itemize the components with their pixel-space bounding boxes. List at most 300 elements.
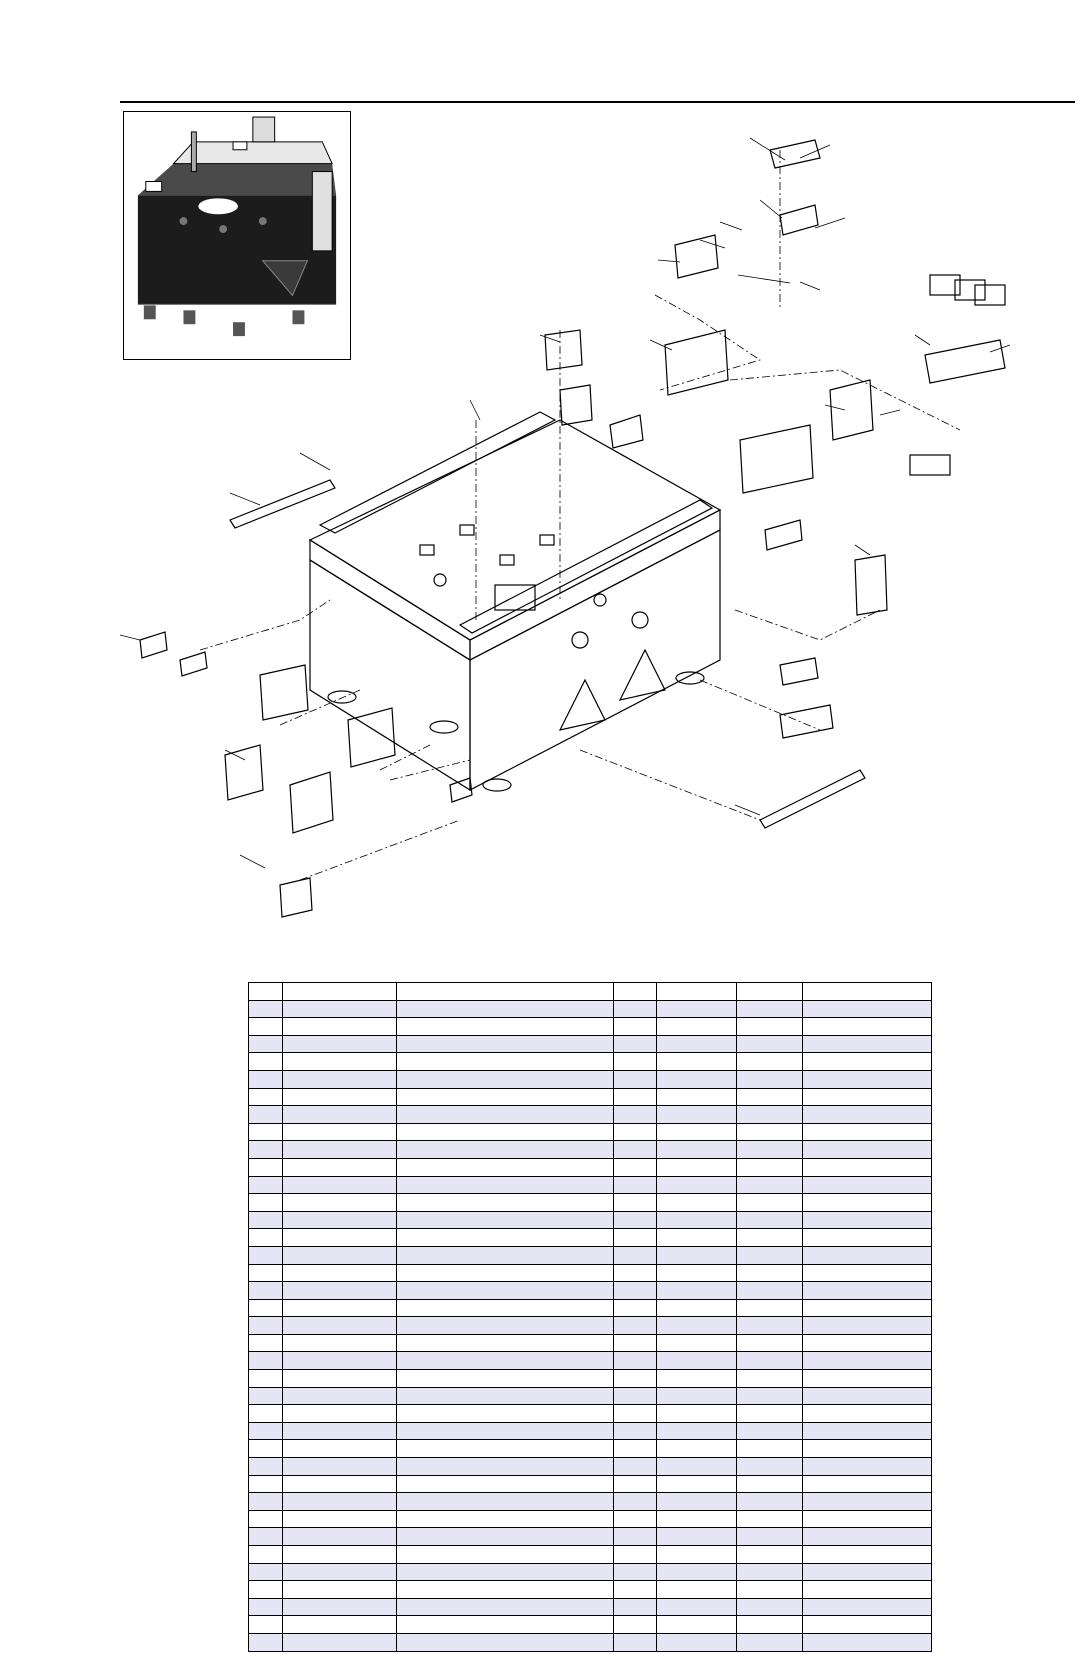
table-cell [614, 1176, 657, 1194]
table-cell [283, 1194, 397, 1212]
table-cell [397, 1563, 614, 1581]
table-cell [397, 1352, 614, 1370]
table-cell [283, 1352, 397, 1370]
table-cell [249, 1581, 283, 1599]
table-row [249, 1440, 932, 1458]
table-cell [614, 1616, 657, 1634]
table-cell [283, 1616, 397, 1634]
table-cell [803, 1035, 932, 1053]
table-cell [737, 1598, 803, 1616]
table-cell [283, 1528, 397, 1546]
table-cell [737, 1018, 803, 1036]
table-row [249, 1141, 932, 1159]
table-row [249, 1000, 932, 1018]
table-cell [397, 1598, 614, 1616]
table-cell [614, 1158, 657, 1176]
table-cell [283, 1458, 397, 1476]
table-cell [249, 1422, 283, 1440]
table-cell [397, 1088, 614, 1106]
table-cell [737, 1264, 803, 1282]
table-cell [614, 1194, 657, 1212]
table-cell [737, 1458, 803, 1476]
table-cell [803, 1546, 932, 1564]
table-cell [803, 1000, 932, 1018]
table-cell [614, 1598, 657, 1616]
table-cell [614, 1458, 657, 1476]
table-cell [249, 1106, 283, 1124]
table-cell [657, 1370, 737, 1388]
table-cell [737, 1000, 803, 1018]
table-cell [249, 1546, 283, 1564]
table-cell [803, 1299, 932, 1317]
table-cell [657, 1493, 737, 1511]
table-cell [249, 1282, 283, 1300]
table-cell [614, 983, 657, 1001]
table-cell [397, 1299, 614, 1317]
table-cell [657, 1088, 737, 1106]
table-cell [737, 1493, 803, 1511]
table-cell [803, 1106, 932, 1124]
table-cell [397, 1053, 614, 1071]
table-cell [397, 1158, 614, 1176]
table-cell [397, 1633, 614, 1651]
table-cell [283, 1282, 397, 1300]
table-cell [614, 1334, 657, 1352]
table-cell [803, 1141, 932, 1159]
table-row [249, 1211, 932, 1229]
table-cell [803, 1370, 932, 1388]
table-cell [283, 1440, 397, 1458]
table-cell [657, 1598, 737, 1616]
table-cell [249, 1053, 283, 1071]
table-cell [657, 1264, 737, 1282]
table-cell [283, 1299, 397, 1317]
table-cell [737, 1370, 803, 1388]
table-cell [737, 1633, 803, 1651]
table-cell [803, 1493, 932, 1511]
table-cell [249, 1475, 283, 1493]
table-cell [657, 1616, 737, 1634]
table-cell [657, 1282, 737, 1300]
table-cell [283, 1493, 397, 1511]
table-cell [737, 1070, 803, 1088]
table-cell [283, 1405, 397, 1423]
table-cell [283, 1334, 397, 1352]
table-cell [614, 1141, 657, 1159]
table-cell [283, 1141, 397, 1159]
table-row [249, 1581, 932, 1599]
table-row [249, 1264, 932, 1282]
table-cell [249, 1018, 283, 1036]
table-cell [397, 1070, 614, 1088]
table-cell [614, 1581, 657, 1599]
table-row [249, 1018, 932, 1036]
table-cell [803, 1264, 932, 1282]
table-row [249, 1070, 932, 1088]
table-cell [803, 1581, 932, 1599]
table-cell [283, 1475, 397, 1493]
table-row [249, 1158, 932, 1176]
machine-overview-picture [124, 112, 350, 359]
table-row [249, 1563, 932, 1581]
table-cell [397, 1493, 614, 1511]
table-cell [249, 1211, 283, 1229]
table-cell [737, 1176, 803, 1194]
table-cell [803, 1176, 932, 1194]
table-row [249, 1598, 932, 1616]
table-cell [803, 1211, 932, 1229]
table-cell [737, 1106, 803, 1124]
table-cell [657, 1158, 737, 1176]
table-cell [737, 1088, 803, 1106]
table-cell [283, 1563, 397, 1581]
table-cell [737, 1158, 803, 1176]
table-row [249, 1405, 932, 1423]
table-row [249, 1317, 932, 1335]
table-cell [614, 1053, 657, 1071]
table-cell [657, 1440, 737, 1458]
table-cell [657, 1141, 737, 1159]
table-row [249, 1422, 932, 1440]
table-cell [397, 1440, 614, 1458]
machine-overview-inset [123, 111, 351, 360]
table-cell [249, 1563, 283, 1581]
table-cell [614, 1510, 657, 1528]
table-cell [657, 1352, 737, 1370]
parts-table-body [249, 983, 932, 1652]
table-cell [657, 1035, 737, 1053]
table-cell [803, 1088, 932, 1106]
table-cell [283, 1510, 397, 1528]
table-cell [737, 1405, 803, 1423]
table-cell [249, 1458, 283, 1476]
table-cell [283, 1176, 397, 1194]
table-cell [249, 1510, 283, 1528]
table-cell [283, 1264, 397, 1282]
table-cell [657, 1176, 737, 1194]
table-cell [737, 1317, 803, 1335]
table-row [249, 1458, 932, 1476]
table-cell [397, 1211, 614, 1229]
table-cell [614, 1440, 657, 1458]
table-cell [614, 1282, 657, 1300]
table-cell [657, 1475, 737, 1493]
table-cell [737, 1528, 803, 1546]
table-row [249, 1334, 932, 1352]
table-row [249, 1510, 932, 1528]
table-cell [657, 1546, 737, 1564]
table-cell [803, 1387, 932, 1405]
table-cell [397, 1176, 614, 1194]
table-cell [283, 1633, 397, 1651]
table-cell [737, 1475, 803, 1493]
table-cell [614, 1563, 657, 1581]
table-row [249, 1616, 932, 1634]
table-row [249, 1387, 932, 1405]
table-cell [283, 1546, 397, 1564]
table-cell [657, 1405, 737, 1423]
table-row [249, 1282, 932, 1300]
table-cell [614, 1370, 657, 1388]
table-cell [397, 1018, 614, 1036]
table-cell [283, 1598, 397, 1616]
table-cell [249, 1088, 283, 1106]
table-cell [614, 1035, 657, 1053]
table-cell [397, 1581, 614, 1599]
table-cell [803, 983, 932, 1001]
table-cell [657, 1070, 737, 1088]
table-cell [803, 1563, 932, 1581]
table-cell [614, 1299, 657, 1317]
table-cell [614, 1317, 657, 1335]
table-cell [249, 1229, 283, 1247]
table-cell [283, 1123, 397, 1141]
table-cell [614, 1106, 657, 1124]
table-row [249, 1352, 932, 1370]
table-row [249, 1299, 932, 1317]
table-cell [249, 1493, 283, 1511]
table-cell [803, 1616, 932, 1634]
table-cell [249, 1616, 283, 1634]
table-cell [397, 1405, 614, 1423]
table-cell [397, 1035, 614, 1053]
table-cell [737, 1563, 803, 1581]
table-row [249, 1088, 932, 1106]
table-cell [737, 1616, 803, 1634]
table-cell [657, 1211, 737, 1229]
table-cell [737, 1246, 803, 1264]
table-cell [803, 1317, 932, 1335]
table-cell [614, 1088, 657, 1106]
table-cell [614, 1211, 657, 1229]
table-cell [283, 1422, 397, 1440]
table-cell [737, 1299, 803, 1317]
table-cell [397, 1123, 614, 1141]
table-cell [737, 1422, 803, 1440]
table-cell [249, 1264, 283, 1282]
table-cell [249, 1405, 283, 1423]
table-cell [737, 1123, 803, 1141]
table-cell [614, 1422, 657, 1440]
table-cell [614, 1018, 657, 1036]
table-row [249, 1633, 932, 1651]
table-row [249, 1035, 932, 1053]
table-cell [249, 1334, 283, 1352]
table-cell [803, 1070, 932, 1088]
table-cell [614, 1229, 657, 1247]
table-cell [614, 1000, 657, 1018]
table-cell [249, 1176, 283, 1194]
table-cell [803, 1510, 932, 1528]
table-cell [614, 1070, 657, 1088]
table-cell [283, 1018, 397, 1036]
table-cell [283, 1053, 397, 1071]
table-cell [249, 1370, 283, 1388]
table-cell [283, 1229, 397, 1247]
table-cell [397, 1510, 614, 1528]
table-cell [249, 1598, 283, 1616]
table-cell [803, 1053, 932, 1071]
table-cell [737, 983, 803, 1001]
table-cell [249, 1440, 283, 1458]
table-cell [803, 1246, 932, 1264]
table-cell [397, 1422, 614, 1440]
table-cell [657, 1106, 737, 1124]
table-row [249, 1246, 932, 1264]
table-cell [397, 1458, 614, 1476]
table-cell [614, 1633, 657, 1651]
table-cell [614, 1246, 657, 1264]
table-row [249, 983, 932, 1001]
table-cell [249, 1141, 283, 1159]
table-cell [657, 1422, 737, 1440]
table-cell [657, 1528, 737, 1546]
table-cell [249, 1158, 283, 1176]
table-cell [737, 1035, 803, 1053]
table-row [249, 1106, 932, 1124]
table-row [249, 1194, 932, 1212]
table-cell [803, 1633, 932, 1651]
table-row [249, 1493, 932, 1511]
table-cell [737, 1440, 803, 1458]
table-cell [737, 1352, 803, 1370]
table-cell [283, 1035, 397, 1053]
table-cell [657, 1000, 737, 1018]
table-cell [614, 1493, 657, 1511]
table-cell [657, 1563, 737, 1581]
table-cell [283, 1317, 397, 1335]
table-cell [283, 1158, 397, 1176]
table-cell [737, 1581, 803, 1599]
table-cell [657, 1633, 737, 1651]
table-cell [249, 1528, 283, 1546]
table-cell [657, 1510, 737, 1528]
table-cell [249, 1035, 283, 1053]
table-cell [657, 1458, 737, 1476]
table-cell [249, 1299, 283, 1317]
table-cell [283, 1581, 397, 1599]
table-cell [397, 1141, 614, 1159]
table-cell [737, 1229, 803, 1247]
table-cell [283, 1246, 397, 1264]
table-cell [397, 1387, 614, 1405]
table-cell [657, 1387, 737, 1405]
table-cell [397, 1616, 614, 1634]
table-cell [657, 1194, 737, 1212]
table-row [249, 1176, 932, 1194]
table-cell [283, 1088, 397, 1106]
table-cell [249, 1000, 283, 1018]
table-cell [737, 1546, 803, 1564]
table-cell [803, 1158, 932, 1176]
table-row [249, 1370, 932, 1388]
table-cell [397, 1246, 614, 1264]
table-cell [657, 1334, 737, 1352]
table-row [249, 1053, 932, 1071]
table-cell [397, 1475, 614, 1493]
table-cell [283, 1070, 397, 1088]
table-cell [397, 1194, 614, 1212]
table-cell [283, 1106, 397, 1124]
table-cell [657, 1581, 737, 1599]
table-cell [803, 1282, 932, 1300]
table-cell [249, 1070, 283, 1088]
table-cell [614, 1546, 657, 1564]
table-cell [803, 1458, 932, 1476]
table-cell [397, 1229, 614, 1247]
table-row [249, 1123, 932, 1141]
table-cell [657, 1229, 737, 1247]
table-cell [283, 1000, 397, 1018]
table-cell [283, 1387, 397, 1405]
table-cell [249, 1317, 283, 1335]
table-cell [803, 1352, 932, 1370]
table-cell [803, 1405, 932, 1423]
table-cell [397, 1370, 614, 1388]
table-cell [397, 1528, 614, 1546]
table-cell [249, 1123, 283, 1141]
table-row [249, 1229, 932, 1247]
table-row [249, 1546, 932, 1564]
table-cell [803, 1475, 932, 1493]
table-cell [657, 1246, 737, 1264]
table-cell [803, 1194, 932, 1212]
table-cell [249, 983, 283, 1001]
table-cell [737, 1387, 803, 1405]
table-cell [283, 983, 397, 1001]
table-cell [397, 1106, 614, 1124]
table-cell [614, 1123, 657, 1141]
table-cell [737, 1211, 803, 1229]
table-cell [614, 1405, 657, 1423]
table-cell [803, 1334, 932, 1352]
table-cell [803, 1422, 932, 1440]
table-cell [803, 1440, 932, 1458]
table-cell [397, 1317, 614, 1335]
table-cell [614, 1528, 657, 1546]
table-cell [614, 1387, 657, 1405]
table-cell [397, 1546, 614, 1564]
table-cell [283, 1211, 397, 1229]
table-cell [249, 1352, 283, 1370]
table-cell [249, 1246, 283, 1264]
table-cell [803, 1018, 932, 1036]
table-cell [737, 1141, 803, 1159]
table-cell [657, 1123, 737, 1141]
table-row [249, 1528, 932, 1546]
table-cell [803, 1528, 932, 1546]
table-cell [283, 1370, 397, 1388]
table-cell [614, 1475, 657, 1493]
table-cell [397, 1264, 614, 1282]
table-cell [614, 1264, 657, 1282]
table-cell [397, 1334, 614, 1352]
table-cell [397, 1282, 614, 1300]
table-cell [397, 983, 614, 1001]
table-cell [249, 1194, 283, 1212]
parts-list-table [248, 982, 932, 1652]
table-cell [249, 1387, 283, 1405]
table-cell [737, 1053, 803, 1071]
table-cell [657, 1299, 737, 1317]
table-cell [657, 983, 737, 1001]
table-cell [737, 1510, 803, 1528]
table-cell [737, 1282, 803, 1300]
table-cell [803, 1598, 932, 1616]
table-row [249, 1475, 932, 1493]
table-cell [657, 1317, 737, 1335]
table-cell [397, 1000, 614, 1018]
